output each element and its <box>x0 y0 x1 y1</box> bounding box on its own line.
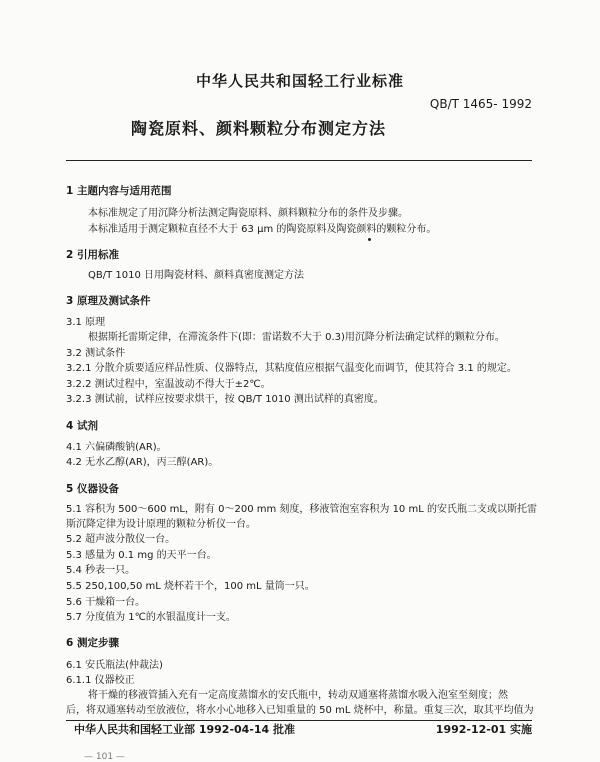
section-1-para-2: 本标准适用于测定颗粒直径不大于 63 μm 的陶瓷原料及陶瓷颜料的颗粒分布。 <box>88 224 437 235</box>
equipment-5-5: 5.5 250,100,50 mL 烧杯若干个，100 mL 量筒一只。 <box>66 581 315 592</box>
step-6-1: 6.1 安氏瓶法(仲裁法) <box>66 660 163 671</box>
page-number: — 101 — <box>84 752 125 762</box>
section-6-heading: 6 测定步骤 <box>66 637 119 649</box>
clause-3-2-2: 3.2.2 测试过程中，室温波动不得大于±2℃。 <box>66 379 271 390</box>
document-title: 陶瓷原料、颜料颗粒分布测定方法 <box>131 119 387 138</box>
section-1-para-1: 本标准规定了用沉降分析法测定陶瓷原料、颜料颗粒分布的条件及步骤。 <box>88 208 408 219</box>
ink-speck <box>368 238 371 241</box>
step-6-1-1-text-1: 将干燥的移液管插入充有一定高度蒸馏水的安氏瓶中，转动双通塞将蒸馏水吸入泡室至刻度；然 <box>88 690 508 701</box>
section-1-heading: 1 主题内容与适用范围 <box>66 185 172 197</box>
section-5-heading: 5 仪器设备 <box>66 483 119 495</box>
clause-3-2-1: 3.2.1 分散介质要适应样品性质、仪器特点，其粘度值应根据气温变化而调节，使其符合 3.1 的规定。 <box>66 363 517 374</box>
section-2-heading: 2 引用标准 <box>66 249 119 261</box>
equipment-5-1-line2: 斯沉降定律为设计原理的颗粒分析仪一台。 <box>66 519 256 530</box>
equipment-5-7: 5.7 分度值为 1℃的水银温度计一支。 <box>66 612 236 623</box>
step-6-1-1: 6.1.1 仪器校正 <box>66 675 135 686</box>
standard-code: QB/T 1465- 1992 <box>429 97 532 111</box>
reagent-4-1: 4.1 六偏磷酸钠(AR)。 <box>66 442 167 453</box>
clause-3-1-text: 根据斯托雷斯定律，在滞流条件下(即：雷诺数不大于 0.3)用沉降分析法确定试样的颗粒分布。 <box>88 332 505 343</box>
clause-3-2-label: 3.2 测试条件 <box>66 348 126 359</box>
title-divider <box>66 160 532 161</box>
equipment-5-1-line1: 5.1 容积为 500～600 mL，附有 0～200 mm 刻度，移液管泡室容积为 10 mL 的安氏瓶二支或以斯托雷 <box>66 504 537 515</box>
issuer-line: 中华人民共和国轻工业部 1992-04-14 批准 <box>74 723 296 736</box>
equipment-5-3: 5.3 感量为 0.1 mg 的天平一台。 <box>66 550 217 561</box>
section-4-heading: 4 试剂 <box>66 420 98 432</box>
equipment-5-6: 5.6 干燥箱一台。 <box>66 597 146 608</box>
reference-item: QB/T 1010 日用陶瓷材料、颜料真密度测定方法 <box>88 270 305 281</box>
equipment-5-2: 5.2 超声波分散仪一台。 <box>66 534 176 545</box>
standard-title: 中华人民共和国轻工行业标准 <box>195 72 404 90</box>
implementation-date: 1992-12-01 实施 <box>435 723 532 736</box>
equipment-5-4: 5.4 秒表一只。 <box>66 565 136 576</box>
step-6-1-1-text-2: 后，将双通塞转动至放液位，将水小心地移入已知重量的 50 mL 烧杯中，称量。重复三次，取其平均值为 <box>66 705 534 716</box>
clause-3-2-3: 3.2.3 测试前，试样应按要求烘干，按 QB/T 1010 测出试样的真密度。 <box>66 394 384 405</box>
reagent-4-2: 4.2 无水乙醇(AR)，丙三醇(AR)。 <box>66 457 219 468</box>
section-3-heading: 3 原理及测试条件 <box>66 295 151 307</box>
clause-3-1-label: 3.1 原理 <box>66 317 106 328</box>
